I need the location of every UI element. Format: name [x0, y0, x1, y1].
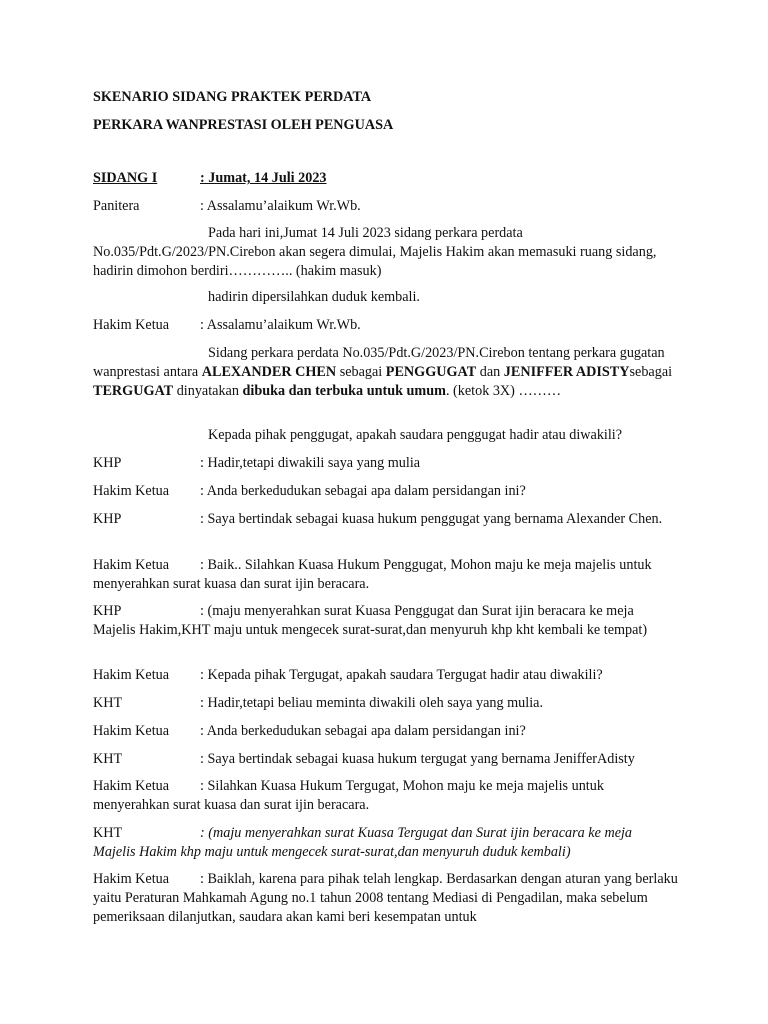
speaker-label: Hakim Ketua [93, 667, 170, 683]
dialogue-text: : Assalamu’alaikum Wr.Wb. [200, 198, 361, 214]
dialogue-entry [93, 288, 678, 307]
dialogue-text: : Anda berkedudukan sebagai apa dalam persidangan ini? [200, 723, 526, 739]
dialogue-entry [93, 750, 678, 769]
document-subtitle: PERKARA WANPRESTASI OLEH PENGUASA [93, 117, 394, 133]
dialogue-entry [93, 316, 678, 335]
dialogue-entry [93, 426, 678, 445]
dialogue-entry [93, 722, 678, 741]
dialogue-entry [93, 344, 678, 401]
dialogue-entry [93, 777, 678, 815]
plaintiff-role: PENGGUGAT [385, 364, 477, 380]
speaker-label: Hakim Ketua [93, 557, 170, 573]
speaker-label: KHT [93, 825, 123, 841]
defendant-role: TERGUGAT [93, 383, 174, 399]
dialogue-entry [93, 482, 678, 501]
text-run: sebagai [336, 364, 386, 380]
dialogue-entry [93, 197, 678, 216]
speaker-label: Hakim Ketua [93, 871, 170, 887]
dialogue-entry [93, 454, 678, 473]
dialogue-entry [93, 556, 678, 594]
speaker-label: Hakim Ketua [93, 723, 170, 739]
dialogue-text: : Hadir,tetapi diwakili saya yang mulia [200, 455, 421, 471]
dialogue-text: : Silahkan Kuasa Hukum Tergugat, Mohon maju ke meja majelis untuk menyerahkan surat kuasa dan surat ijin beracara. [93, 778, 604, 813]
session-label: SIDANG I [93, 170, 158, 186]
session-heading [93, 169, 327, 188]
dialogue-entry [93, 602, 678, 640]
plaintiff-name: ALEXANDER CHEN [201, 364, 337, 380]
document-title: SKENARIO SIDANG PRAKTEK PERDATA [93, 89, 372, 105]
dialogue-text: : Anda berkedudukan sebagai apa dalam persidangan ini? [200, 483, 526, 499]
dialogue-text: Pada hari ini,Jumat 14 Juli 2023 sidang perkara perdata No.035/Pdt.G/2023/PN.Cirebon akan segera dimulai, Majelis Hakim akan memasuki ruang sidang, hadirin dimohon berdiri………….. (hakim masuk) [93, 225, 657, 279]
dialogue-text: : Kepada pihak Tergugat, apakah saudara Tergugat hadir atau diwakili? [200, 667, 603, 683]
dialogue-text: : (maju menyerahkan surat Kuasa Penggugat dan Surat ijin beracara ke meja Majelis Hakim,KHT maju untuk mengecek surat-surat,dan menyuruh khp kht kembali ke tempat) [93, 603, 648, 638]
dialogue-text: : Saya bertindak sebagai kuasa hukum penggugat yang bernama Alexander Chen. [200, 511, 663, 527]
speaker-label: KHT [93, 695, 123, 711]
speaker-label: KHP [93, 455, 122, 471]
opening-declaration: dibuka dan terbuka untuk umum [242, 383, 446, 399]
dialogue-entry [93, 870, 678, 927]
dialogue-text: : Assalamu’alaikum Wr.Wb. [200, 317, 361, 333]
speaker-label: KHP [93, 511, 122, 527]
dialogue-entry [93, 666, 678, 685]
text-run: dinyatakan [173, 383, 243, 399]
dialogue-text: : Baiklah, karena para pihak telah lengkap. Berdasarkan dengan aturan yang berlaku yaitu Peraturan Mahkamah Agung no.1 tahun 2008 tentang Mediasi di Pengadilan, maka sebelum pemeriksaan dilanjutkan, saudara akan kami beri kesempatan untuk [93, 871, 678, 925]
dialogue-entry [93, 824, 678, 862]
dialogue-text: : Hadir,tetapi beliau meminta diwakili oleh saya yang mulia. [200, 695, 543, 711]
dialogue-text: : Saya bertindak sebagai kuasa hukum tergugat yang bernama JenifferAdisty [200, 751, 635, 767]
defendant-name: JENIFFER ADISTY [503, 364, 630, 380]
dialogue-entry [93, 224, 678, 281]
text-run: Sidang perkara perdata No.035/Pdt.G/2023/PN.Cirebon tentang perkara gugatan wanprestasi antara [93, 345, 665, 380]
speaker-label: KHP [93, 603, 122, 619]
dialogue-entry [93, 510, 678, 529]
dialogue-text: : (maju menyerahkan surat Kuasa Tergugat dan Surat ijin beracara ke meja Majelis Hakim khp maju untuk mengecek surat-surat,dan menyuruh duduk kembali) [93, 825, 633, 860]
text-run: . (ketok 3X) ……… [445, 383, 562, 399]
speaker-label: Hakim Ketua [93, 483, 170, 499]
dialogue-text: Kepada pihak penggugat, apakah saudara penggugat hadir atau diwakili? [208, 427, 623, 443]
speaker-label: Hakim Ketua [93, 778, 170, 794]
dialogue-text: hadirin dipersilahkan duduk kembali. [208, 289, 420, 305]
text-run: sebagai [629, 364, 673, 380]
speaker-label: Hakim Ketua [93, 317, 170, 333]
dialogue-text: : Baik.. Silahkan Kuasa Hukum Penggugat, Mohon maju ke meja majelis untuk menyerahkan surat kuasa dan surat ijin beracara. [93, 557, 652, 592]
dialogue-text [93, 344, 678, 401]
text-run: dan [476, 364, 504, 380]
session-date: : Jumat, 14 Juli 2023 [200, 170, 327, 186]
speaker-label: KHT [93, 751, 123, 767]
dialogue-entry [93, 694, 678, 713]
speaker-label: Panitera [93, 198, 140, 214]
